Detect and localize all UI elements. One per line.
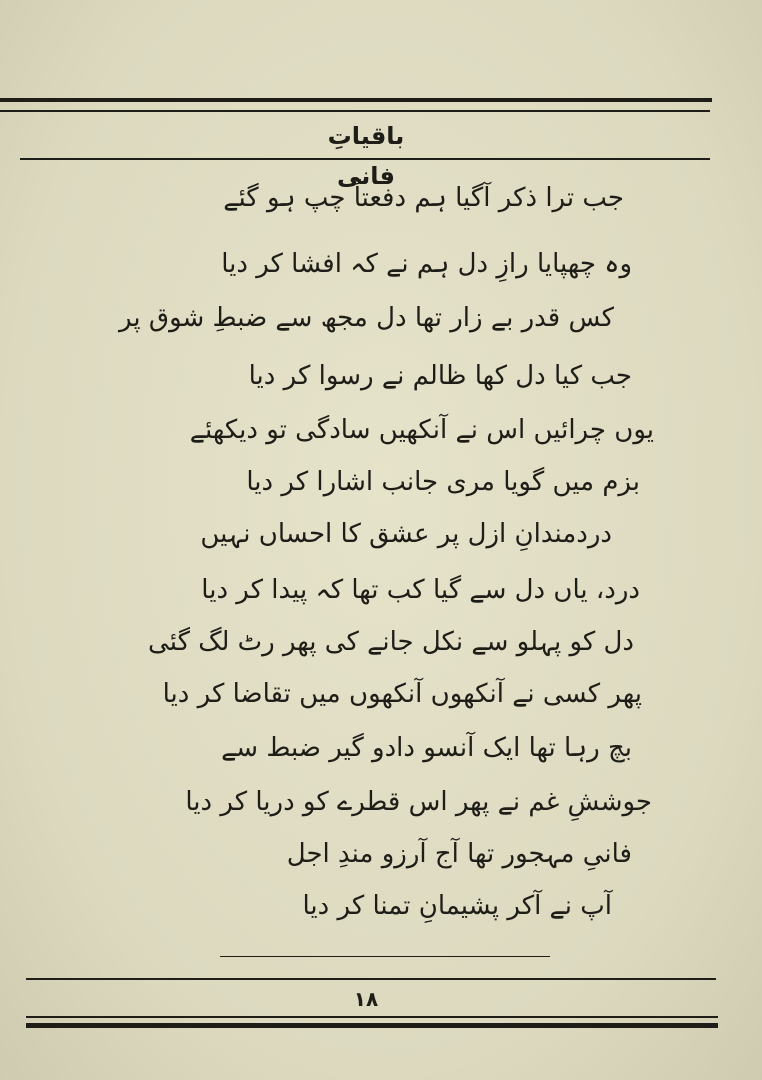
bottom-rule-thin — [26, 1016, 718, 1018]
verse-line-1: جب ترا ذکر آگیا ہم دفعتاً چپ ہو گئے — [223, 183, 624, 213]
bottom-rule-thick — [26, 1023, 718, 1028]
verse-line-6: بزم میں گویا مری جانب اشارا کر دیا — [246, 467, 640, 497]
bottom-rule-upper — [26, 978, 716, 980]
verse-line-14: آپ نے آکر پشیمانِ تمنا کر دیا — [302, 891, 612, 921]
verse-line-11: بچ رہا تھا ایک آنسو دادو گیر ضبط سے — [221, 733, 632, 763]
verse-line-10: پھر کسی نے آنکھوں آنکھوں میں تقاضا کر دیا — [162, 679, 642, 709]
verse-line-3: کس قدر بے زار تھا دل مجھ سے ضبطِ شوق پر — [119, 303, 614, 333]
verse-line-5: یوں چرائیں اس نے آنکھیں سادگی تو دیکھئے — [189, 415, 654, 445]
verse-line-12: جوششِ غم نے پھر اس قطرے کو دریا کر دیا — [185, 787, 652, 817]
top-rule-thick — [0, 98, 712, 102]
verse-line-8: درد، یاں دل سے گیا کب تھا کہ پیدا کر دیا — [201, 575, 640, 605]
verse-line-7: دردمندانِ ازل پر عشق کا احساں نہیں — [200, 519, 612, 549]
page-title: باقیاتِ فانی — [327, 122, 405, 190]
verse-line-13: فانیِ مہجور تھا آج آرزو مندِ اجل — [286, 839, 632, 869]
top-rule-thin — [0, 110, 710, 112]
verse-line-4: جب کیا دل کھا ظالم نے رسوا کر دیا — [248, 361, 632, 391]
poem-end-rule — [220, 956, 550, 957]
verse-line-2: وہ چھپایا رازِ دل ہم نے کہ افشا کر دیا — [221, 249, 632, 279]
page-number: ١٨ — [353, 987, 379, 1011]
verse-line-9: دل کو پہلو سے نکل جانے کی پھر رٹ لگ گئی — [148, 627, 634, 657]
title-underline — [20, 158, 710, 160]
